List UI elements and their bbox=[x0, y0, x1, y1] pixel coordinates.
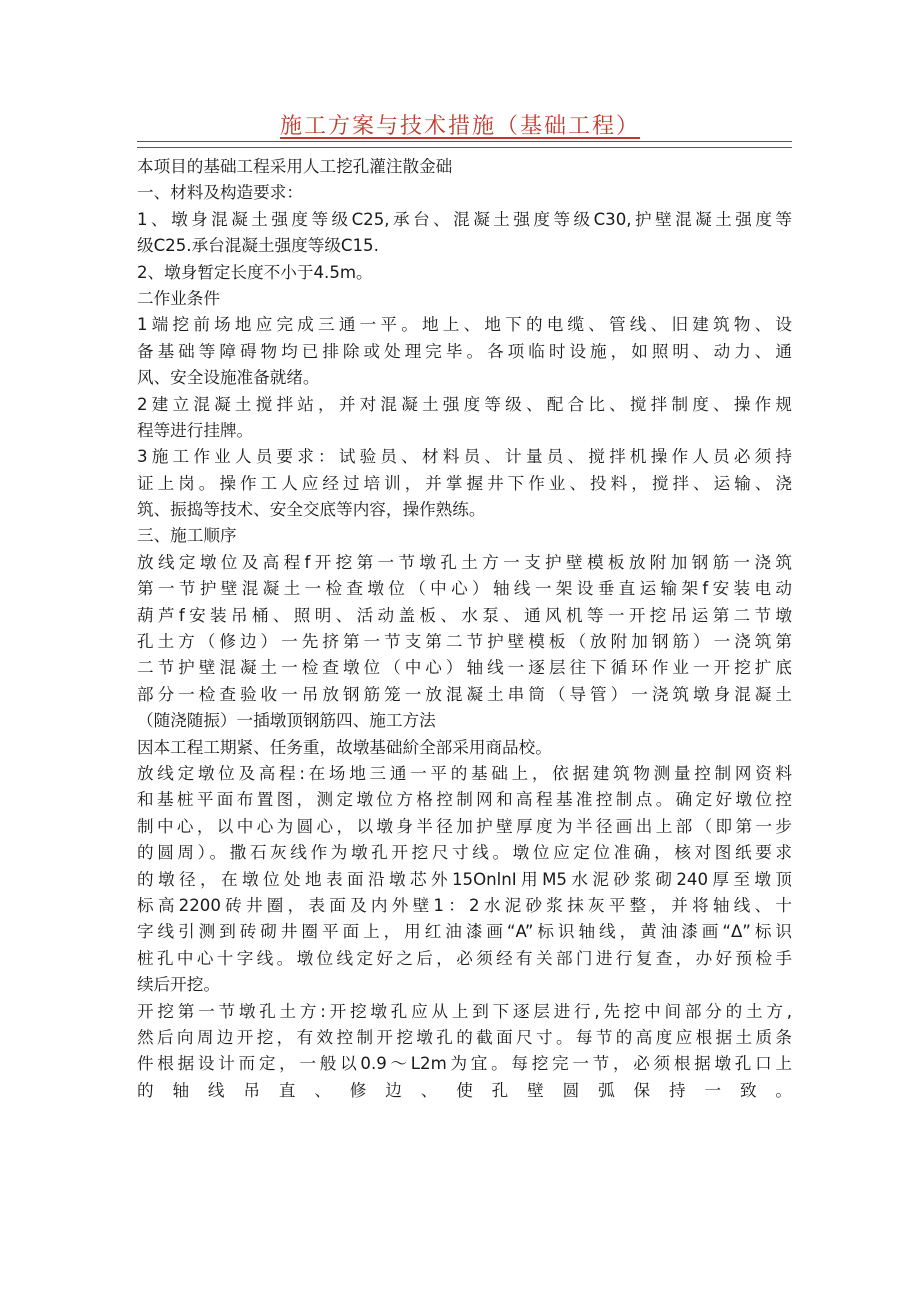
text-line: 2建立混凝土搅拌站，并对混凝土强度等级、配合比、搅拌制度、操作规 bbox=[137, 394, 792, 414]
text-line: 制中心，以中心为圆心，以墩身半径加护壁厚度为半径画出上部（即第一步 bbox=[137, 816, 792, 836]
text-line: 的轴线吊直、修边、使孔壁圆弧保持一致。 bbox=[137, 1080, 792, 1100]
title-rule-bottom bbox=[137, 147, 792, 148]
text-line: 级C25.承台混凝土强度等级C15. bbox=[137, 236, 379, 256]
text-line: 然后向周边开挖，有效控制开挖墩孔的截面尺寸。每节的高度应根据土质条 bbox=[137, 1027, 792, 1047]
title-rule-top bbox=[137, 141, 792, 142]
text-line: 和基桩平面布置图，测定墩位方格控制网和高程基准控制点。确定好墩位控 bbox=[137, 790, 792, 810]
text-line: 开挖第一节墩孔土方:开挖墩孔应从上到下逐层进行,先挖中间部分的土方, bbox=[137, 1001, 792, 1021]
text-line: 二节护壁混凝土一检查墩位（中心）轴线一逐层往下循环作业一开挖扩底 bbox=[137, 658, 792, 678]
text-line: （随浇随振）一插墩顶钢筋四、施工方法 bbox=[137, 711, 436, 731]
text-line: 件根据设计而定，一般以0.9～L2m为宜。每挖完一节，必须根据墩孔口上 bbox=[137, 1054, 792, 1074]
text-line: 筑、振捣等技术、安全交底等内容，操作熟练。 bbox=[137, 500, 486, 520]
text-line: 孔土方（修边）一先挤第一节支第二节护壁模板（放附加钢筋）一浇筑第 bbox=[137, 632, 792, 652]
text-line: 放线定墩位及高程:在场地三通一平的基础上，依据建筑物测量控制网资料 bbox=[137, 763, 792, 783]
text-line: 标高2200砖井圈，表面及内外壁1：2水泥砂浆抹灰平整，并将轴线、十 bbox=[137, 895, 792, 915]
text-line: 2、墩身暂定长度不小于4.5m。 bbox=[137, 262, 373, 282]
text-line: 风、安全设施准备就绪。 bbox=[137, 368, 320, 388]
text-line: 一、材料及构造要求： bbox=[137, 183, 303, 203]
text-line: 字线引测到砖砌井圈平面上，用红油漆画“A”标识轴线，黄油漆画“Δ”标识 bbox=[137, 922, 792, 942]
text-line: 备基础等障碍物均已排除或处理完毕。各项临时设施，如照明、动力、通 bbox=[137, 341, 792, 361]
text-line: 放线定墩位及高程f开挖第一节墩孔土方一支护壁模板放附加钢筋一浇筑 bbox=[137, 552, 792, 572]
text-line: 1、墩身混凝土强度等级C25,承台、混凝土强度等级C30,护壁混凝土强度等 bbox=[137, 209, 792, 229]
text-line: 的墩径，在墩位处地表面沿墩芯外15OnlnI用M5水泥砂浆砌240厚至墩顶 bbox=[137, 869, 792, 889]
text-line: 3施工作业人员要求：试验员、材料员、计量员、搅拌机操作人员必须持 bbox=[137, 447, 792, 467]
text-line: 证上岗。操作工人应经过培训，并掌握井下作业、投料，搅拌、运输、浇 bbox=[137, 473, 792, 493]
text-line: 续后开挖。 bbox=[137, 975, 220, 995]
document-title bbox=[0, 112, 920, 142]
text-line: 部分一检查验收一吊放钢筋笼一放混凝土串筒（导管）一浇筑墩身混凝土 bbox=[137, 684, 792, 704]
text-line: 第一节护壁混凝土一检查墩位（中心）轴线一架设垂直运输架f安装电动 bbox=[137, 579, 792, 599]
text-line: 桩孔中心十字线。墩位线定好之后，必须经有关部门进行复查，办好预检手 bbox=[137, 948, 792, 968]
text-line: 本项目的基础工程采用人工挖孔灌注散金础 bbox=[137, 157, 453, 176]
text-line: 二作业条件 bbox=[137, 288, 220, 308]
text-line: 程等进行挂牌。 bbox=[137, 420, 254, 440]
document-body bbox=[137, 154, 792, 1104]
text-line: 的圆周）。撒石灰线作为墩孔开挖尺寸线。墩位应定位准确，核对图纸要求 bbox=[137, 843, 792, 863]
document-title-text: 施工方案与技术措施（基础工程） bbox=[279, 114, 640, 139]
text-line: 因本工程工期紧、任务重，故墩基础紒全部采用商品校。 bbox=[137, 737, 552, 757]
text-line: 1端挖前场地应完成三通一平。地上、地下的电缆、管线、旧建筑物、设 bbox=[137, 315, 792, 335]
text-line: 葫芦f安装吊桶、照明、活动盖板、水泵、通风机等一开挖吊运第二节墩 bbox=[137, 605, 792, 625]
text-line: 三、施工顺序 bbox=[137, 526, 237, 546]
